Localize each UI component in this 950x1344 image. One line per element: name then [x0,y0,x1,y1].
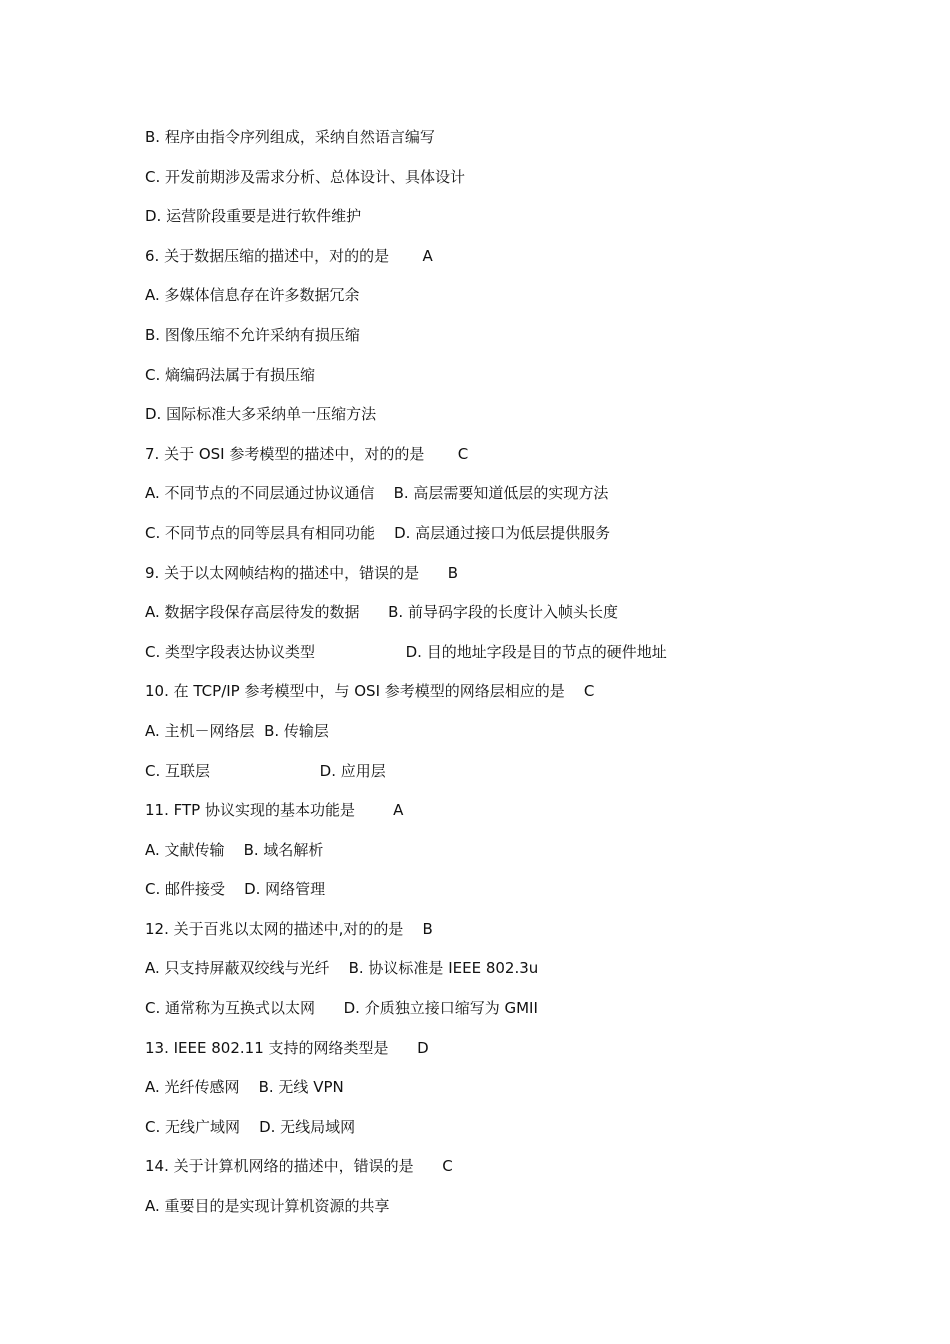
text-line: C. 开发前期涉及需求分析、总体设计、具体设计 [145,167,466,186]
option-line: C. 不同节点的同等层具有相同功能 D. 高层通过接口为低层提供服务 [145,523,611,542]
option-line: A. 不同节点的不同层通过协议通信 B. 高层需要知道低层的实现方法 [145,484,609,503]
option-line: C. 通常称为互换式以太网 D. 介质独立接口缩写为 GMII [145,999,538,1018]
option-line: A. 文献传输 B. 域名解析 [145,840,324,859]
question-line: 7. 关于 OSI 参考模型的描述中，对的的是 C [145,444,469,463]
option-line: C. 邮件接受 D. 网络管理 [145,880,326,899]
option-line: A. 主机－网络层 B. 传输层 [145,721,329,740]
option-line: C. 类型字段表达协议类型 D. 目的地址字段是目的节点的硬件地址 [145,642,667,661]
question-line: 14. 关于计算机网络的描述中，错误的是 C [145,1157,453,1176]
document-page [145,125,905,1234]
option-line: A. 重要目的是实现计算机资源的共享 [145,1197,390,1216]
question-line: 11. FTP 协议实现的基本功能是 A [145,801,404,820]
question-line: 6. 关于数据压缩的描述中，对的的是 A [145,246,433,265]
question-line: 9. 关于以太网帧结构的描述中，错误的是 B [145,563,458,582]
option-line: A. 光纤传感网 B. 无线 VPN [145,1078,344,1097]
option-line: A. 数据字段保存高层待发的数据 B. 前导码字段的长度计入帧头长度 [145,603,618,622]
option-line: D. 国际标准大多采纳单一压缩方法 [145,405,377,424]
question-line: 12. 关于百兆以太网的描述中,对的的是 B [145,919,433,938]
option-line: C. 无线广域网 D. 无线局域网 [145,1117,356,1136]
option-line: A. 多媒体信息存在许多数据冗余 [145,286,360,305]
question-line: 10. 在 TCP/IP 参考模型中，与 OSI 参考模型的网络层相应的是 C [145,682,595,701]
question-line: 13. IEEE 802.11 支持的网络类型是 D [145,1038,429,1057]
text-line: D. 运营阶段重要是进行软件维护 [145,207,362,226]
option-line: C. 互联层 D. 应用层 [145,761,386,780]
text-line: B. 程序由指令序列组成，采纳自然语言编写 [145,128,435,146]
option-line: A. 只支持屏蔽双绞线与光纤 B. 协议标准是 IEEE 802.3u [145,959,539,978]
option-line: C. 熵编码法属于有损压缩 [145,365,316,384]
option-line: B. 图像压缩不允许采纳有损压缩 [145,325,360,344]
